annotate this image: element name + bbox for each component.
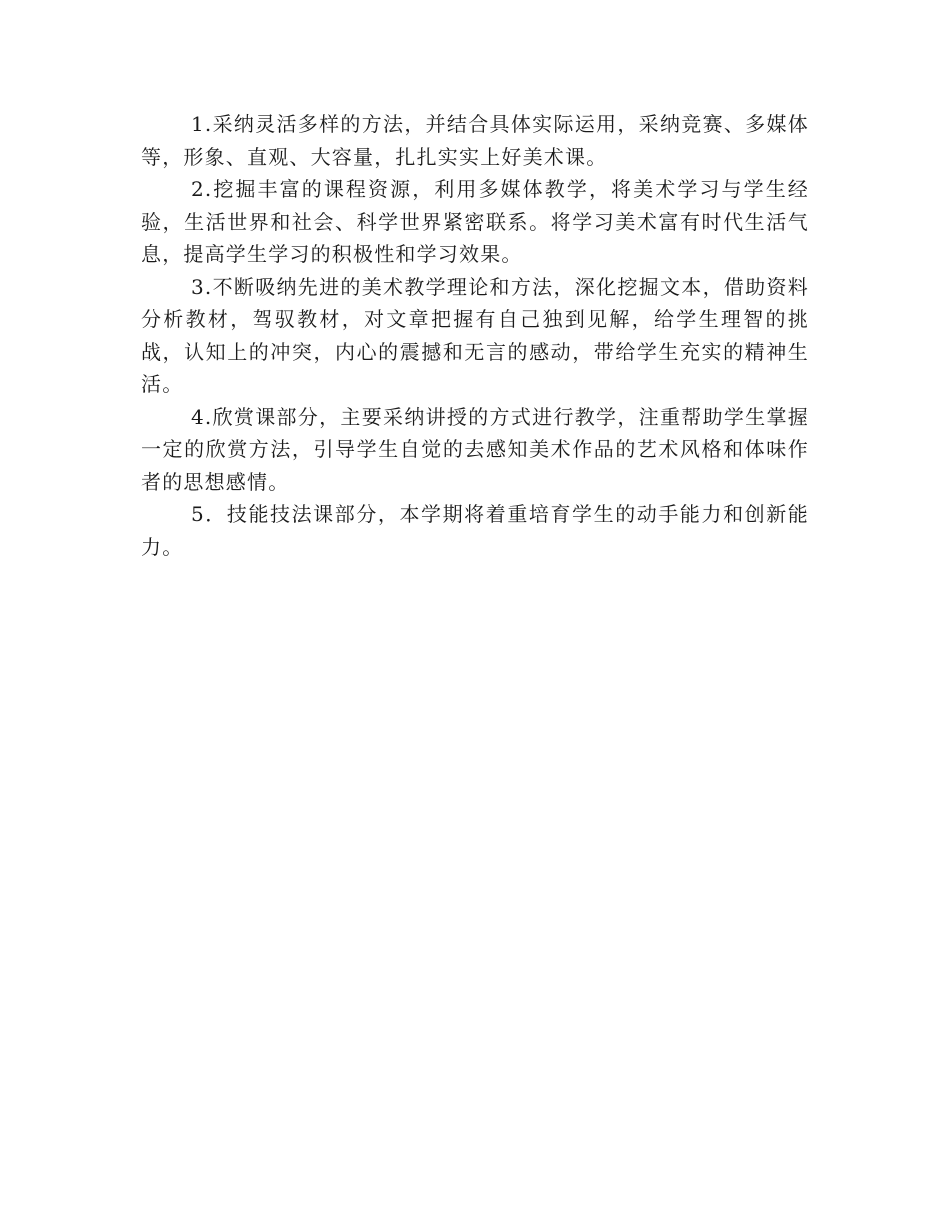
paragraph-1: 1.采纳灵活多样的方法，并结合具体实际运用，采纳竞赛、多媒体等，形象、直观、大容量，扎扎实实上好美术课。	[141, 112, 809, 169]
paragraph-3: 3.不断吸纳先进的美术教学理论和方法，深化挖掘文本，借助资料分析教材，驾驭教材，对文章把握有自己独到见解，给学生理智的挑战，认知上的冲突，内心的震撼和无言的感动，带给学生充实的精神生活。	[141, 274, 809, 396]
paragraph-5: 5．技能技法课部分，本学期将着重培育学生的动手能力和创新能力。	[141, 502, 809, 559]
paragraph-2: 2.挖掘丰富的课程资源，利用多媒体教学，将美术学习与学生经验，生活世界和社会、科学世界紧密联系。将学习美术富有时代生活气息，提高学生学习的积极性和学习效果。	[141, 177, 809, 266]
paragraph-4: 4.欣赏课部分，主要采纳讲授的方式进行教学，注重帮助学生掌握一定的欣赏方法，引导学生自觉的去感知美术作品的艺术风格和体味作者的思想感情。	[141, 404, 809, 494]
document-body	[141, 108, 809, 563]
